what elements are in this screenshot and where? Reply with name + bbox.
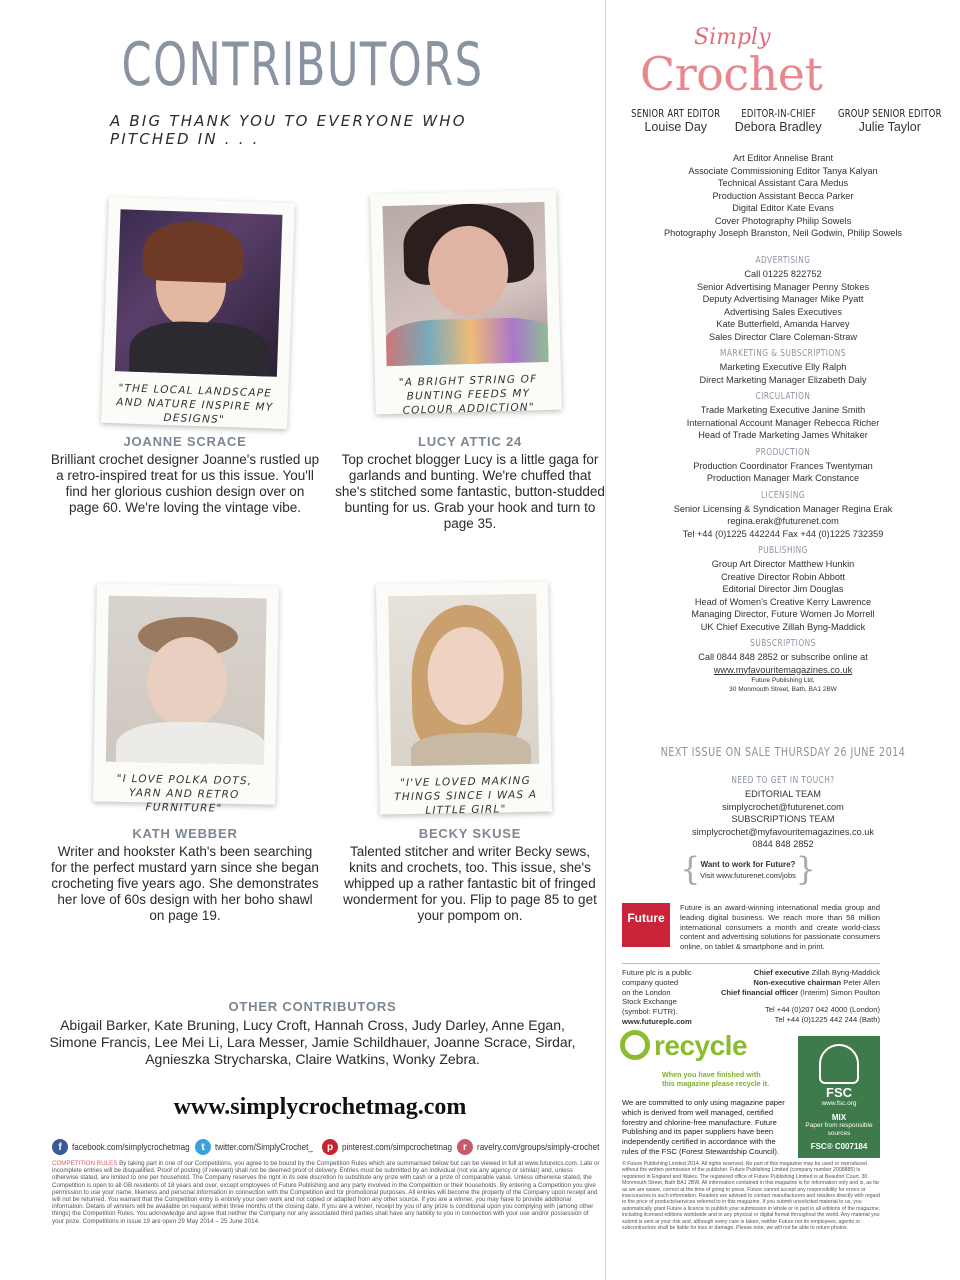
recycle-text: recycle <box>654 1030 748 1061</box>
heading-marketing: MARKETING & SUBSCRIPTIONS <box>720 348 846 359</box>
social-facebook[interactable] <box>52 1137 210 1157</box>
heading-contact: NEED TO GET IN TOUCH? <box>731 775 835 786</box>
plc-tel: Tel +44 (0)207 042 4000 (London) <box>764 1005 880 1015</box>
ravelry-icon: r <box>457 1139 473 1155</box>
heading-licensing: LICENSING <box>760 489 806 501</box>
editor-role: SENIOR ART EDITOR <box>631 108 721 120</box>
social-pinterest[interactable] <box>322 1137 471 1157</box>
publishing-line: Creative Director Robin Abbott <box>720 571 846 582</box>
production-line: Production Manager Mark Constance <box>706 473 860 483</box>
circulation-line: Trade Marketing Executive Janine Smith <box>700 405 866 415</box>
fsc-tree-icon <box>819 1044 859 1084</box>
polaroid-lucy <box>370 190 562 415</box>
advertising-line: Senior Advertising Manager Penny Stokes <box>696 281 870 292</box>
heading-production: PRODUCTION <box>755 446 811 458</box>
officer-label: Non-executive chairman <box>753 977 842 987</box>
production-line: Production Coordinator Frances Twentyman <box>693 460 873 471</box>
plc-officers <box>700 968 880 1025</box>
competition-rules-label: COMPETITION RULES <box>52 1160 118 1167</box>
legal-notice: © Future Publishing Limited 2014. All rights reserved. No part of this magazine may be used or reproduced without the written permission of the publisher. Future Publishing Limited (company number 2008885) is registered in England and Wales. The registered office of Future Publishing Limited is at Beaufort Court, 30 Monmouth Street, Bath BA1 2BW. All information contained in this magazine is for information only and is, as far as we are aware, correct at the time of going to press. Future cannot accept any responsibility for errors or inaccuracies in such information. Readers are advised to contact manufacturers and retailers directly with regard to the price of products/services referred to in this magazine. If you submit unsolicited material to us, you automatically grant Future a licence to publish your submission in whole or in part in all editions of the magazine, including licensed editions worldwide and in any physical or digital format throughout the world. Any material you submit is sent at your risk and, although every care is taken, neither Future nor its employees, agents or subcontractors shall be liable for loss or damage. Please note, we will not be able to return photos. <box>622 1161 881 1232</box>
plc-description <box>622 968 702 1027</box>
magazine-logo <box>640 25 850 105</box>
twitter-icon: t <box>195 1139 211 1155</box>
fsc-code: FSC® C007184 <box>810 1142 868 1151</box>
staff-line: Art Editor Annelise Brant <box>732 153 834 163</box>
marketing-line: Direct Marketing Manager Elizabeth Daly <box>699 374 867 385</box>
future-logo: Future <box>622 903 670 947</box>
competition-rules-text: By taking part in one of our Competitions, you agree to be bound by the Competition Rules which are summarised below but can be viewed in full at www.futuretcs.com. Late or incomplete entries will be disqualified. Proof of posting (if relevant) shall not be deemed proof of delivery. Entries must be submitted by an individual (not via any agency or similar) and, unless otherwise stated, are limited to one per household. The Company reserves the right in its sole discretion to substitute any prize with cash or a prize of comparable value. Unless otherwise stated, the Competition is open to all GB residents of 18 years and over, except employees of Future Publishing and any party involved in the Competition or their households. By entering a Competition you give permission to use your name, likeness and personal information in connection with the Competition and for promotional purposes. All entries will become the property of the Company upon receipt and will not be returned. You warrant that the Competition entry is entirely your own work and not copied or adapted from any other source. If you are a winner, you may have to provide additional information. Details of winners will be available on request within three months of the closing date. If you are a winner, receipt by you of any prize is conditional upon you complying with (among other things) the Competition Rules. You acknowledge and agree that neither the Company nor any associated third parties shall have any liability to you in connection with your use and/or possession of your prize. Competitions in issue 19 are open 29 May 2014 – 25 June 2014. <box>52 1160 600 1225</box>
brace-left-icon: { <box>680 850 701 888</box>
editor-name: Debora Bradley <box>734 120 822 134</box>
twitter-link[interactable]: twitter.com/SimplyCrochet_ <box>215 1141 313 1153</box>
competition-rules <box>52 1160 600 1225</box>
bio-lucy <box>335 434 605 532</box>
staff-line: Technical Assistant Cara Medus <box>717 178 849 188</box>
jobs-title: Want to work for Future? <box>700 860 796 869</box>
editorial-email[interactable]: simplycrochet@futurenet.com <box>722 801 844 812</box>
bio-kath <box>50 826 320 924</box>
plc-website[interactable]: www.futureplc.com <box>622 1016 692 1026</box>
other-contributors-title: OTHER CONTRIBUTORS <box>228 999 397 1014</box>
editor-in-chief <box>732 108 825 134</box>
staff-departments <box>606 250 960 694</box>
heading-circulation: CIRCULATION <box>755 391 811 402</box>
publishing-line: UK Chief Executive Zillah Byng-Maddick <box>700 621 866 632</box>
publisher-address: 30 Monmouth Street, Bath, BA1 2BW <box>729 686 837 693</box>
recycle-icon <box>620 1030 650 1060</box>
subscriptions-line: Call 0844 848 2852 or subscribe online at <box>698 652 868 662</box>
subscriptions-link[interactable]: www.myfavouritemagazines.co.uk <box>713 664 853 675</box>
fsc-sub: Paper from responsible sources <box>805 1122 873 1137</box>
contact-line: SUBSCRIPTIONS TEAM <box>731 814 835 824</box>
staff-list <box>606 152 960 240</box>
publishing-line: Head of Women's Creative Kerry Lawrence <box>694 596 872 607</box>
editor-name: Louise Day <box>644 120 708 134</box>
bio-text-becky: Talented stitcher and writer Becky sews, knits and crochets, too. This issue, she's whipped up a rather fantastic bit of fringed wonderment for you. Flip to page 85 to get your pompom on. <box>343 844 597 923</box>
brace-right-icon: } <box>795 850 816 888</box>
heading-publishing: PUBLISHING <box>758 545 808 556</box>
advertising-line: Deputy Advertising Manager Mike Pyatt <box>702 294 864 304</box>
officer-name: (Interim) Simon Poulton <box>800 987 880 997</box>
advertising-line: Call 01225 822752 <box>744 269 822 279</box>
photo-joanne <box>115 209 283 377</box>
heading-subscriptions: SUBSCRIPTIONS <box>750 638 816 649</box>
logo-crochet: Crochet <box>640 47 823 101</box>
recycle-line: this magazine please recycle it. <box>662 1079 770 1088</box>
bio-text-kath: Writer and hookster Kath's been searching for the perfect mustard yarn since she began crocheting five years ago. She demonstrates her love of 60s design with her boho shawl on page 19. <box>51 844 319 923</box>
contact-phone: 0844 848 2852 <box>752 839 814 849</box>
fsc-site: www.fsc.org <box>821 1100 857 1107</box>
staff-line: Digital Editor Kate Evans <box>732 203 834 213</box>
editor-role: GROUP SENIOR EDITOR <box>837 108 942 120</box>
subscriptions-email[interactable]: simplycrochet@myfavouritemagazines.co.uk <box>692 826 874 837</box>
jobs-link[interactable]: Visit www.futurenet.com/jobs <box>700 871 796 880</box>
bio-becky <box>335 826 605 924</box>
staff-line: Associate Commissioning Editor Tanya Kalyan <box>688 165 878 176</box>
social-twitter[interactable] <box>195 1137 330 1157</box>
social-ravelry[interactable] <box>457 1137 621 1157</box>
editor-senior-art <box>620 108 732 134</box>
heading-advertising: ADVERTISING <box>755 255 811 266</box>
polaroid-becky <box>376 582 552 815</box>
name-becky: BECKY SKUSE <box>418 826 522 841</box>
name-joanne: JOANNE SCRACE <box>123 434 247 449</box>
circulation-line: International Account Manager Rebecca Richer <box>686 417 880 428</box>
facebook-link[interactable]: facebook.com/simplycrochetmag <box>72 1141 190 1153</box>
plc-line: company quoted <box>622 977 679 987</box>
polaroid-joanne <box>101 197 295 429</box>
website-url[interactable]: www.simplycrochetmag.com <box>173 1094 467 1120</box>
plc-tel: Tel +44 (0)1225 442 244 (Bath) <box>774 1015 880 1025</box>
bio-joanne <box>50 434 320 516</box>
recycle-message <box>662 1070 769 1088</box>
staff-line: Cover Photography Philip Sowels <box>714 215 852 226</box>
plc-line: (symbol: FUTR). <box>622 1007 678 1017</box>
circulation-line: Head of Trade Marketing James Whitaker <box>698 430 868 440</box>
officer-label: Chief executive <box>753 968 810 977</box>
advertising-line: Advertising Sales Executives <box>724 306 842 317</box>
fsc-badge <box>798 1036 880 1158</box>
licensing-line: Tel +44 (0)1225 442244 Fax +44 (0)1225 732359 <box>682 528 884 539</box>
editor-name: Julie Taylor <box>858 120 921 134</box>
photo-becky <box>388 594 539 767</box>
recycle-logo <box>620 1030 790 1092</box>
bio-text-joanne: Brilliant crochet designer Joanne's rustled up a retro-inspired treat for us this issue. You'll find her glorious cushion design over on page 60. We're loving the vintage vibe. <box>50 452 320 515</box>
photo-kath <box>106 596 267 765</box>
senior-editors <box>620 108 942 134</box>
recycle-wordmark <box>620 1030 747 1063</box>
divider-rule <box>622 963 880 964</box>
jobs-callout <box>680 850 816 888</box>
licensing-email[interactable]: regina.erak@futurenet.com <box>727 516 839 526</box>
editor-group-senior <box>825 108 955 134</box>
pinterest-link[interactable]: pinterest.com/simpcrochetmag <box>342 1141 452 1153</box>
polaroid-kath <box>93 583 279 815</box>
officer-line <box>700 968 880 978</box>
contact-line: EDITORIAL TEAM <box>745 789 821 799</box>
name-lucy: LUCY ATTIC 24 <box>417 434 523 449</box>
other-contributors <box>40 998 585 1068</box>
fsc-title: FSC <box>826 1085 852 1100</box>
advertising-line: Sales Director Clare Coleman-Straw <box>708 331 858 342</box>
social-links <box>52 1137 602 1157</box>
page-subtitle: A BIG THANK YOU TO EVERYONE WHO PITCHED IN . . . <box>110 112 467 148</box>
quote-lucy: "A BRIGHT STRING OF BUNTING FEEDS MY COLOUR ADDICTION" <box>398 373 538 417</box>
contact-section <box>606 770 960 851</box>
plc-line: on the London <box>622 987 671 997</box>
plc-line: Stock Exchange <box>622 997 677 1007</box>
officer-line <box>700 988 880 998</box>
quote-becky: "I'VE LOVED MAKING THINGS SINCE I WAS A LITTLE GIRL" <box>394 774 538 817</box>
advertising-line: Kate Butterfield, Amanda Harvey <box>716 319 850 329</box>
publishing-line: Group Art Director Matthew Hunkin <box>711 559 855 569</box>
next-issue: NEXT ISSUE ON SALE THURSDAY 26 JUNE 2014 <box>660 745 906 759</box>
other-contributors-names: Abigail Barker, Kate Bruning, Lucy Croft, Hannah Cross, Judy Darley, Anne Egan, Simone Francis, Lee Mei Li, Lara Messer, Jamie Schildhauer, Joanne Scrace, Sirdar, Agnieszka Strycharska, Claire Watkins, Wonky Zebra. <box>49 1017 576 1067</box>
plc-line: Future plc is a public <box>622 968 692 977</box>
name-kath: KATH WEBBER <box>132 826 238 841</box>
staff-line: Photography Joseph Branston, Neil Godwin, Philip Sowels <box>664 228 902 238</box>
publisher-address: Future Publishing Ltd, <box>751 677 815 684</box>
recycle-line: When you have finished with <box>662 1070 761 1079</box>
marketing-line: Marketing Executive Elly Ralph <box>719 362 847 372</box>
ravelry-link[interactable]: ravelry.com/groups/simply-crochet <box>477 1141 600 1153</box>
officer-label: Chief financial officer <box>720 987 799 997</box>
fsc-mix: MIX <box>831 1113 847 1122</box>
future-description: Future is an award-winning international media group and leading digital business. We reach more than 58 million international consumers a month and create world-class content and advertising solutions for passionate consumers online, on tablet & smartphone and in print. <box>680 903 880 952</box>
officer-line <box>700 978 880 988</box>
quote-kath: "I LOVE POLKA DOTS, YARN AND RETRO FURNITURE" <box>116 772 253 815</box>
bio-text-lucy: Top crochet blogger Lucy is a little gaga for garlands and bunting. We're chuffed that she's stitched some fantastic, button-studded bunting for us. Grab your hook and turn to page 35. <box>335 452 605 531</box>
logo-simply: Simply <box>694 25 771 50</box>
licensing-line: Senior Licensing & Syndication Manager Regina Erak <box>673 503 893 514</box>
officer-name: Peter Allen <box>843 977 880 987</box>
page-title: CONTRIBUTORS <box>121 30 484 100</box>
quote-joanne: "THE LOCAL LANDSCAPE AND NATURE INSPIRE MY DESIGNS" <box>116 382 274 427</box>
paper-statement: We are committed to only using magazine paper which is derived from well managed, certified forestry and chlorine-free manufacture. Future Publishing and its paper suppliers have been independently certified in accordance with the rules of the FSC (Forest Stewardship Council). <box>622 1098 785 1156</box>
photo-lucy <box>382 202 548 366</box>
pinterest-icon: p <box>322 1139 338 1155</box>
future-about <box>622 903 880 963</box>
publishing-line: Managing Director, Future Women Jo Morrell <box>691 609 875 619</box>
officer-name: Zillah Byng-Maddick <box>811 968 880 977</box>
publishing-line: Editorial Director Jim Douglas <box>722 584 844 594</box>
editor-role: EDITOR-IN-CHIEF <box>740 108 816 120</box>
staff-line: Production Assistant Becca Parker <box>712 190 854 201</box>
facebook-icon: f <box>52 1139 68 1155</box>
future-plc-info <box>622 968 880 1024</box>
